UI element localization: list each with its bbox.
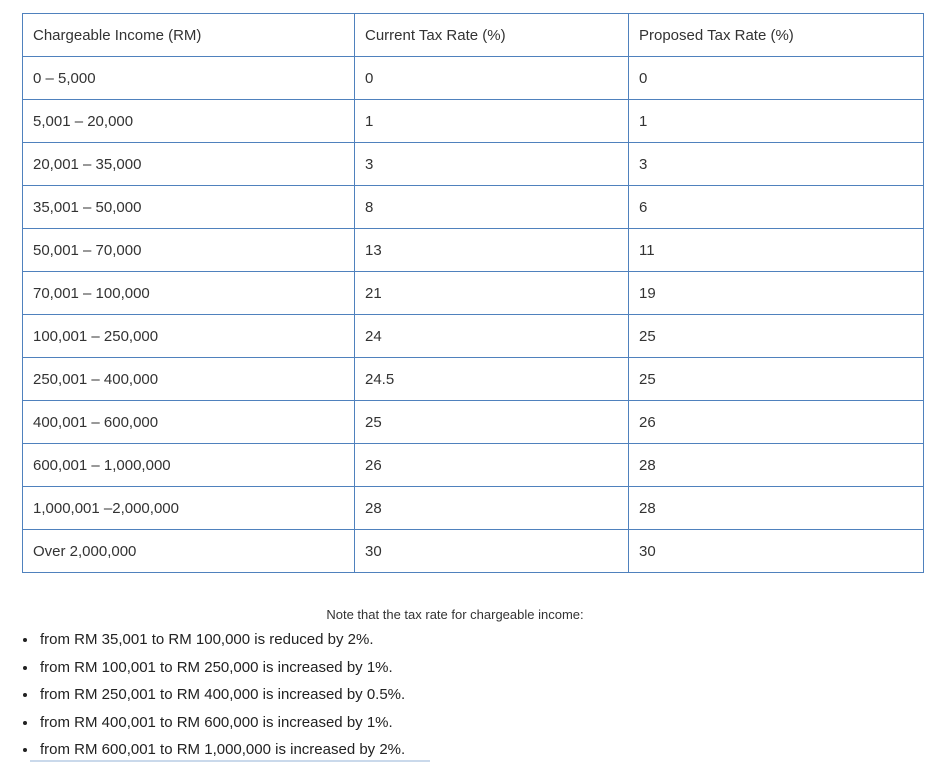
note-heading: Note that the tax rate for chargeable income:	[326, 607, 584, 622]
cell-current-rate: 13	[355, 229, 629, 272]
cell-income-range: 50,001 – 70,000	[23, 229, 355, 272]
table-row	[23, 100, 924, 143]
cell-income-range: 20,001 – 35,000	[23, 143, 355, 186]
note-item: • from RM 600,001 to RM 1,000,000 is increased by 2%.	[38, 736, 405, 764]
cell-proposed-rate: 3	[629, 143, 924, 186]
cell-income-range: 1,000,001 –2,000,000	[23, 487, 355, 530]
table-row	[23, 229, 924, 272]
cell-proposed-rate: 11	[629, 229, 924, 272]
cell-current-rate: 24.5	[355, 358, 629, 401]
tax-table-body	[23, 57, 924, 573]
note-item: • from RM 100,001 to RM 250,000 is increased by 1%.	[38, 654, 405, 682]
partial-next-table-border	[30, 760, 430, 762]
cell-income-range: 5,001 – 20,000	[23, 100, 355, 143]
table-row	[23, 530, 924, 573]
cell-income-range: 70,001 – 100,000	[23, 272, 355, 315]
header-proposed-tax-rate: Proposed Tax Rate (%)	[629, 14, 924, 57]
cell-current-rate: 24	[355, 315, 629, 358]
cell-proposed-rate: 19	[629, 272, 924, 315]
cell-current-rate: 8	[355, 186, 629, 229]
tax-rate-table	[22, 13, 924, 573]
table-row	[23, 143, 924, 186]
cell-income-range: 250,001 – 400,000	[23, 358, 355, 401]
cell-current-rate: 26	[355, 444, 629, 487]
cell-proposed-rate: 6	[629, 186, 924, 229]
cell-income-range: 100,001 – 250,000	[23, 315, 355, 358]
table-row	[23, 401, 924, 444]
header-current-tax-rate: Current Tax Rate (%)	[355, 14, 629, 57]
cell-proposed-rate: 0	[629, 57, 924, 100]
cell-current-rate: 25	[355, 401, 629, 444]
cell-current-rate: 3	[355, 143, 629, 186]
table-row	[23, 272, 924, 315]
notes-list	[22, 626, 405, 764]
cell-proposed-rate: 26	[629, 401, 924, 444]
cell-current-rate: 1	[355, 100, 629, 143]
table-row	[23, 444, 924, 487]
cell-proposed-rate: 28	[629, 487, 924, 530]
cell-income-range: 35,001 – 50,000	[23, 186, 355, 229]
table-row	[23, 315, 924, 358]
cell-proposed-rate: 25	[629, 315, 924, 358]
cell-current-rate: 0	[355, 57, 629, 100]
note-item: • from RM 250,001 to RM 400,000 is increased by 0.5%.	[38, 681, 405, 709]
header-chargeable-income: Chargeable Income (RM)	[23, 14, 355, 57]
cell-current-rate: 21	[355, 272, 629, 315]
cell-proposed-rate: 1	[629, 100, 924, 143]
note-item: • from RM 35,001 to RM 100,000 is reduced by 2%.	[38, 626, 405, 654]
table-row	[23, 57, 924, 100]
cell-income-range: Over 2,000,000	[23, 530, 355, 573]
table-row	[23, 186, 924, 229]
table-row	[23, 487, 924, 530]
cell-proposed-rate: 25	[629, 358, 924, 401]
cell-proposed-rate: 30	[629, 530, 924, 573]
note-item: • from RM 400,001 to RM 600,000 is increased by 1%.	[38, 709, 405, 737]
cell-income-range: 600,001 – 1,000,000	[23, 444, 355, 487]
cell-income-range: 0 – 5,000	[23, 57, 355, 100]
cell-current-rate: 28	[355, 487, 629, 530]
table-row	[23, 358, 924, 401]
cell-proposed-rate: 28	[629, 444, 924, 487]
cell-current-rate: 30	[355, 530, 629, 573]
cell-income-range: 400,001 – 600,000	[23, 401, 355, 444]
table-header-row	[23, 14, 924, 57]
